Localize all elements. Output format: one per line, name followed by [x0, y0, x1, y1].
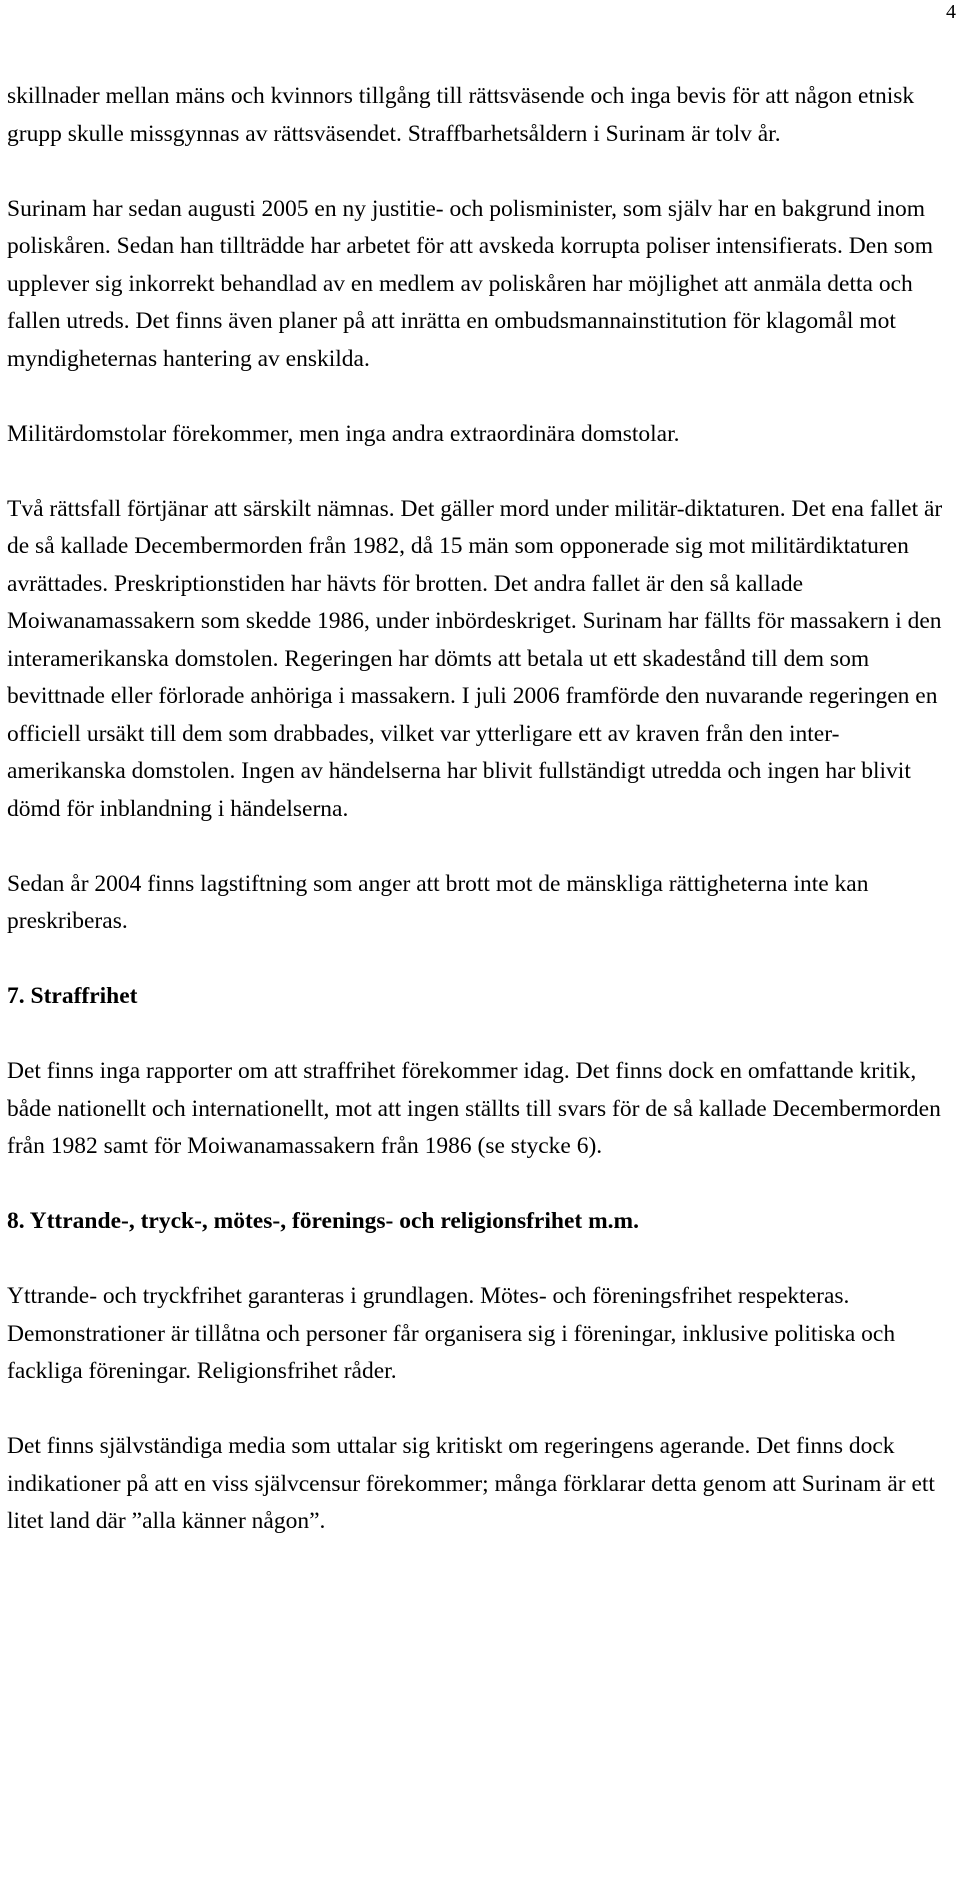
section-heading-freedoms: 8. Yttrande-, tryck-, mötes-, förenings- och religionsfrihet m.m.	[7, 1208, 639, 1234]
document-body	[7, 78, 952, 1541]
paragraph-prescription-law: Sedan år 2004 finns lagstiftning som anger att brott mot de mänskliga rättigheterna inte kan preskriberas.	[7, 870, 869, 934]
section-heading-impunity: 7. Straffrihet	[7, 983, 138, 1009]
paragraph-impunity: Det finns inga rapporter om att straffrihet förekommer idag. Det finns dock en omfattande kritik, både nationellt och internationellt, mot att ingen ställts till svars för de så kallade Decembermorden från 1982 samt för Moiwanamassakern från 1986 (se stycke 6).	[7, 1058, 941, 1159]
paragraph-criminal-age: skillnader mellan mäns och kvinnors tillgång till rättsväsende och inga bevis för att någon etnisk grupp skulle missgynnas av rättsväsendet. Straffbarhetsåldern i Surinam är tolv år.	[7, 83, 915, 147]
page-number: 4	[946, 1, 956, 23]
paragraph-court-cases: Två rättsfall förtjänar att särskilt nämnas. Det gäller mord under militär-diktaturen. Det ena fallet är de så kallade Decembermorden från 1982, då 15 män som opponerade sig mot militärdiktaturen avrättades. Preskriptionstiden har hävts för brotten. Det andra fallet är den så kallade Moiwanamassakern som skedde 1986, under inbördeskriget. Surinam har fällts för massakern i den interamerikanska domstolen. Regeringen har dömts att betala ut ett skadestånd till dem som bevittnade eller förlorade anhöriga i massakern. I juli 2006 framförde den nuvarande regeringen en officiell ursäkt till dem som drabbades, vilket var ytterligare ett av kraven från den inter-amerikanska domstolen. Ingen av händelserna har blivit fullständigt utredda och ingen har blivit dömd för inblandning i händelserna.	[7, 495, 943, 822]
paragraph-freedoms: Yttrande- och tryckfrihet garanteras i grundlagen. Mötes- och föreningsfrihet respekteras. Demonstrationer är tillåtna och personer får organisera sig i föreningar, inklusive politiska och fackliga föreningar. Religionsfrihet råder.	[7, 1283, 896, 1384]
paragraph-media: Det finns självständiga media som uttalar sig kritiskt om regeringens agerande. Det finns dock indikationer på att en viss självcensur förekommer; många förklarar detta genom att Surinam är ett litet land där ”alla känner någon”.	[7, 1433, 935, 1534]
paragraph-justice-minister: Surinam har sedan augusti 2005 en ny justitie- och polisminister, som själv har en bakgrund inom poliskåren. Sedan han tillträdde har arbetet för att avskeda korrupta poliser intensifierats. Den som upplever sig inkorrekt behandlad av en medlem av poliskåren har möjlighet att anmäla detta och fallen utreds. Det finns även planer på att inrätta en ombudsmannainstitution för klagomål mot myndigheternas hantering av enskilda.	[7, 195, 933, 372]
paragraph-military-courts: Militärdomstolar förekommer, men inga andra extraordinära domstolar.	[7, 420, 680, 447]
